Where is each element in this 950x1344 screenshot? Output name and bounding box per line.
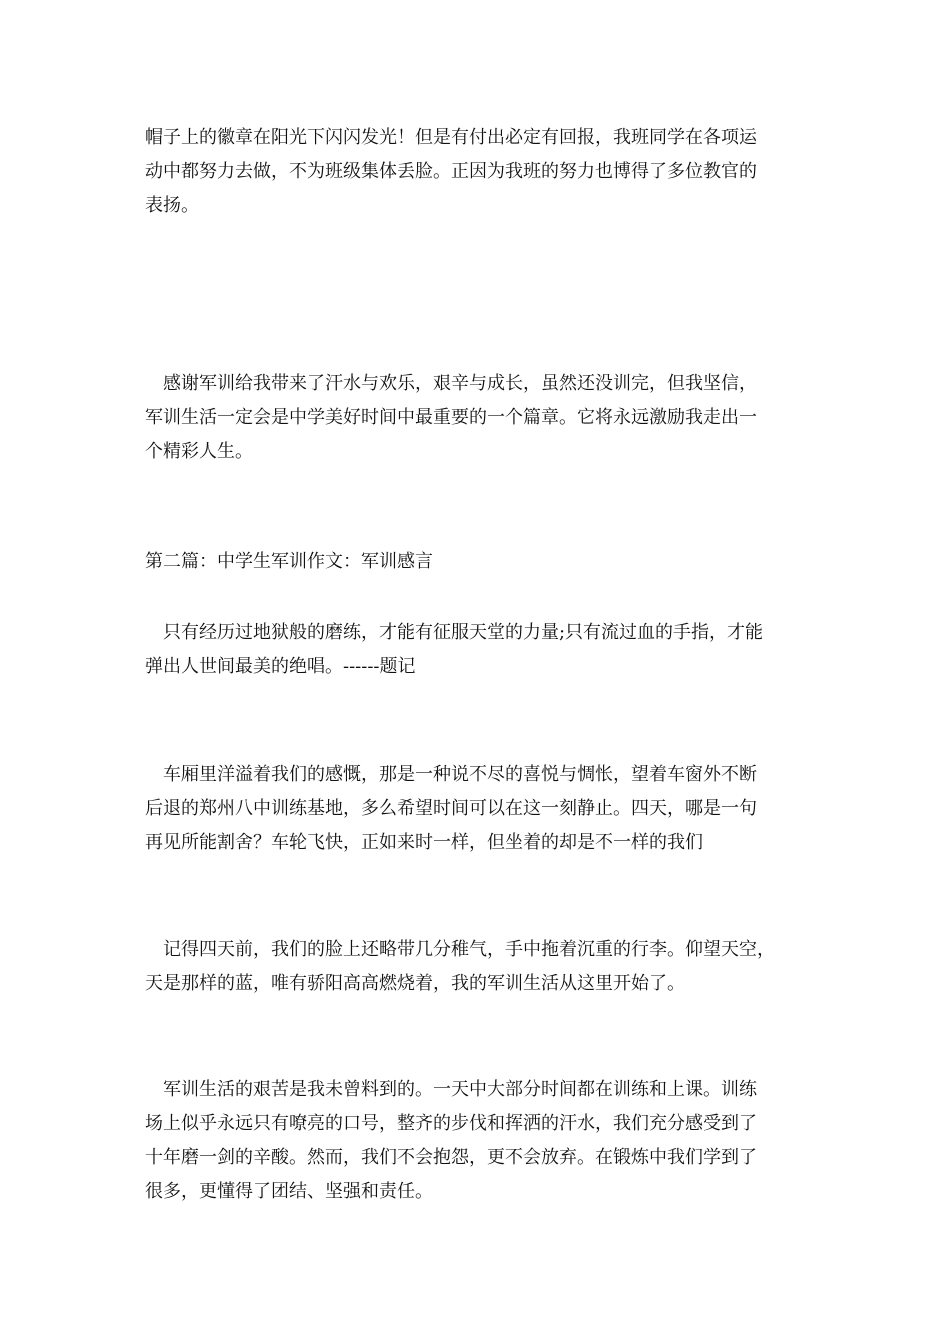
paragraph-hardship	[145, 1073, 810, 1209]
paragraph-gratitude	[145, 367, 810, 469]
text-line: 记得四天前，我们的脸上还略带几分稚气，手中拖着沉重的行李。仰望天空，	[145, 939, 775, 960]
paragraph-epigraph	[145, 616, 810, 684]
section-heading	[145, 545, 810, 579]
text-line: 军训生活的艰苦是我未曾料到的。一天中大部分时间都在训练和上课。训练	[145, 1079, 757, 1100]
paragraph-medal	[145, 121, 810, 223]
text-line: 后退的郑州八中训练基地，多么希望时间可以在这一刻静止。四天，哪是一句	[145, 798, 757, 819]
text-line: 弹出人世间最美的绝唱。------题记	[145, 656, 416, 677]
text-line: 感谢军训给我带来了汗水与欢乐，艰辛与成长，虽然还没训完，但我坚信，	[145, 373, 757, 394]
text-line: 天是那样的蓝，唯有骄阳高高燃烧着，我的军训生活从这里开始了。	[145, 973, 685, 994]
paragraph-memory	[145, 933, 810, 1001]
text-line: 十年磨一剑的辛酸。然而，我们不会抱怨，更不会放弃。在锻炼中我们学到了	[145, 1147, 757, 1168]
text-line: 车厢里洋溢着我们的感慨，那是一种说不尽的喜悦与惆怅，望着车窗外不断	[145, 764, 757, 785]
paragraph-train	[145, 758, 810, 860]
text-line: 表扬。	[145, 195, 199, 216]
text-line: 帽子上的徽章在阳光下闪闪发光！但是有付出必定有回报，我班同学在各项运	[145, 127, 757, 148]
heading-text: 第二篇：中学生军训作文：军训感言	[145, 551, 433, 572]
text-line: 动中都努力去做，不为班级集体丢脸。正因为我班的努力也博得了多位教官的	[145, 161, 757, 182]
text-line: 军训生活一定会是中学美好时间中最重要的一个篇章。它将永远激励我走出一	[145, 407, 757, 428]
text-line: 个精彩人生。	[145, 441, 253, 462]
text-line: 再见所能割舍？车轮飞快，正如来时一样，但坐着的却是不一样的我们	[145, 832, 703, 853]
text-line: 很多，更懂得了团结、坚强和责任。	[145, 1181, 433, 1202]
text-line: 只有经历过地狱般的磨练，才能有征服天堂的力量;只有流过血的手指，才能	[145, 622, 764, 643]
text-line: 场上似乎永远只有嘹亮的口号，整齐的步伐和挥洒的汗水，我们充分感受到了	[145, 1113, 757, 1134]
